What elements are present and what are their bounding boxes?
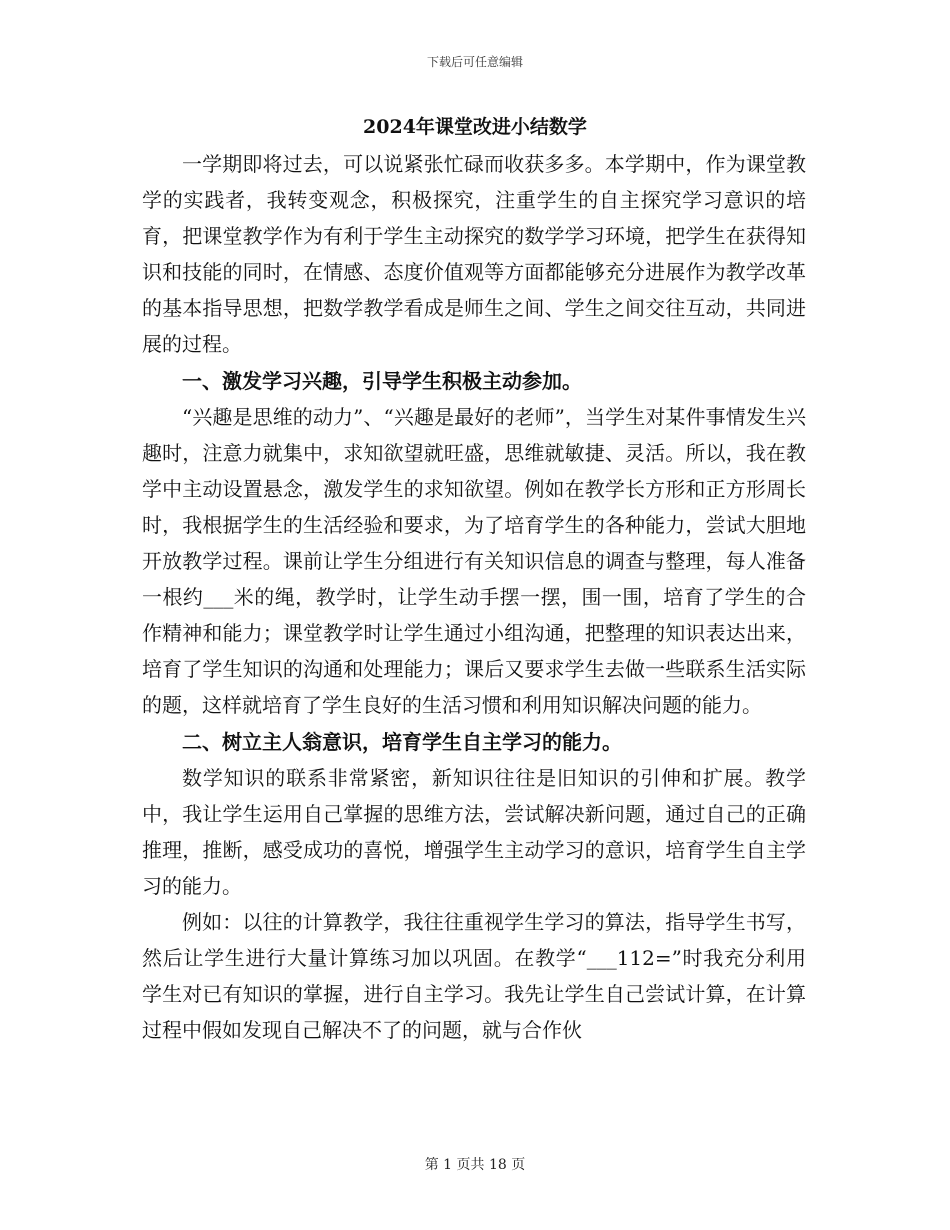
document-body <box>142 146 806 1048</box>
header-note: 下载后可任意编辑 <box>426 55 523 69</box>
page-footer: 第 1 页共 18 页 <box>424 1157 526 1173</box>
paragraph-example: 例如：以往的计算教学，我往往重视学生学习的算法，指导学生书写，然后让学生进行大量计算练习加以巩固。在教学“___112=”时我充分利用学生对已有知识的掌握，进行自主学习。我先让学生自己尝试计算，在计算过程中假如发现自己解决不了的问题，就与合作伙 <box>142 909 806 1043</box>
section-heading-1: 一、激发学习兴趣，引导学生积极主动参加。 <box>182 368 582 393</box>
paragraph-interest: “兴趣是思维的动力”、“兴趣是最好的老师”，当学生对某件事情发生兴趣时，注意力就集中，求知欲望就旺盛，思维就敏捷、灵活。所以，我在教学中主动设置悬念，激发学生的求知欲望。例如在教学长方形和正方形周长时，我根据学生的生活经验和要求，为了培育学生的各种能力，尝试大胆地开放教学过程。课前让学生分组进行有关知识信息的调查与整理，每人准备一根约___米的绳，教学时，让学生动手摆一摆，围一围，培育了学生的合作精神和能力；课堂教学时让学生通过小组沟通，把整理的知识表达出来，培育了学生知识的沟通和处理能力；课后又要求学生去做一些联系生活实际的题，这样就培育了学生良好的生活习惯和利用知识解决问题的能力。 <box>142 404 806 718</box>
section-heading-2: 二、树立主人翁意识，培育学生自主学习的能力。 <box>182 729 622 754</box>
document-title: 2024年课堂改进小结数学 <box>363 116 587 138</box>
paragraph-autonomy: 数学知识的联系非常紧密，新知识往往是旧知识的引伸和扩展。教学中，我让学生运用自己掌握的思维方法，尝试解决新问题，通过自己的正确推理，推断，感受成功的喜悦，增强学生主动学习的意识，培育学生自主学习的能力。 <box>142 765 806 898</box>
paragraph-intro: 一学期即将过去，可以说紧张忙碌而收获多多。本学期中，作为课堂教学的实践者，我转变观念，积极探究，注重学生的自主探究学习意识的培育，把课堂教学作为有利于学生主动探究的数学学习环境，把学生在获得知识和技能的同时，在情感、态度价值观等方面都能够充分进展作为教学改革的基本指导思想，把数学教学看成是师生之间、学生之间交往互动，共同进展的过程。 <box>142 152 806 357</box>
